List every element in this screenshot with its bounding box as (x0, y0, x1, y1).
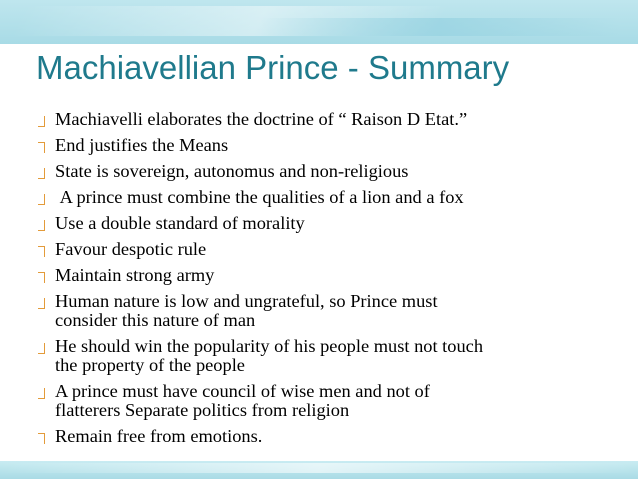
bullet-text: End justifies the Means (55, 135, 229, 155)
bullet-item (38, 266, 628, 285)
bullet-text: Favour despotic rule (55, 239, 207, 259)
corner-bracket-icon (38, 168, 45, 179)
band-streak (0, 463, 638, 473)
bullet-item (38, 188, 628, 207)
bullet-text: Remain free from emotions. (55, 426, 263, 446)
top-decorative-band (0, 0, 638, 44)
bullet-text: Human nature is low and ungrateful, so Prince must consider this nature of man (55, 291, 438, 330)
bullet-item (38, 240, 628, 259)
bullet-text: Machiavelli elaborates the doctrine of “ Raison D Etat.” (55, 109, 468, 129)
bullet-item (38, 337, 628, 375)
corner-bracket-icon (38, 298, 45, 309)
corner-bracket-icon (38, 272, 45, 283)
corner-bracket-icon (38, 388, 45, 399)
corner-bracket-icon (38, 343, 45, 354)
bullet-text: Use a double standard of morality (55, 213, 305, 233)
slide-title: Machiavellian Prince - Summary (36, 49, 510, 86)
bottom-decorative-band (0, 461, 638, 479)
bullet-item (38, 162, 628, 181)
bullet-text: A prince must have council of wise men and not of flatterers Separate politics from religion (55, 381, 430, 420)
corner-bracket-icon (38, 142, 45, 153)
band-streak (260, 18, 620, 36)
bullet-text: He should win the popularity of his people must not touch the property of the people (55, 336, 484, 375)
bullet-item (38, 136, 628, 155)
bullet-text: A prince must combine the qualities of a lion and a fox (55, 187, 464, 207)
bullet-text: Maintain strong army (55, 265, 215, 285)
bullet-item (38, 110, 628, 129)
corner-bracket-icon (38, 194, 45, 205)
corner-bracket-icon (38, 246, 45, 257)
bullet-item (38, 382, 628, 420)
bullet-item (38, 214, 628, 233)
corner-bracket-icon (38, 220, 45, 231)
bullet-item (38, 427, 628, 446)
bullet-list (38, 110, 628, 453)
corner-bracket-icon (38, 433, 45, 444)
bullet-item (38, 292, 628, 330)
bullet-text: State is sovereign, autonomus and non-religious (55, 161, 409, 181)
corner-bracket-icon (38, 116, 45, 127)
